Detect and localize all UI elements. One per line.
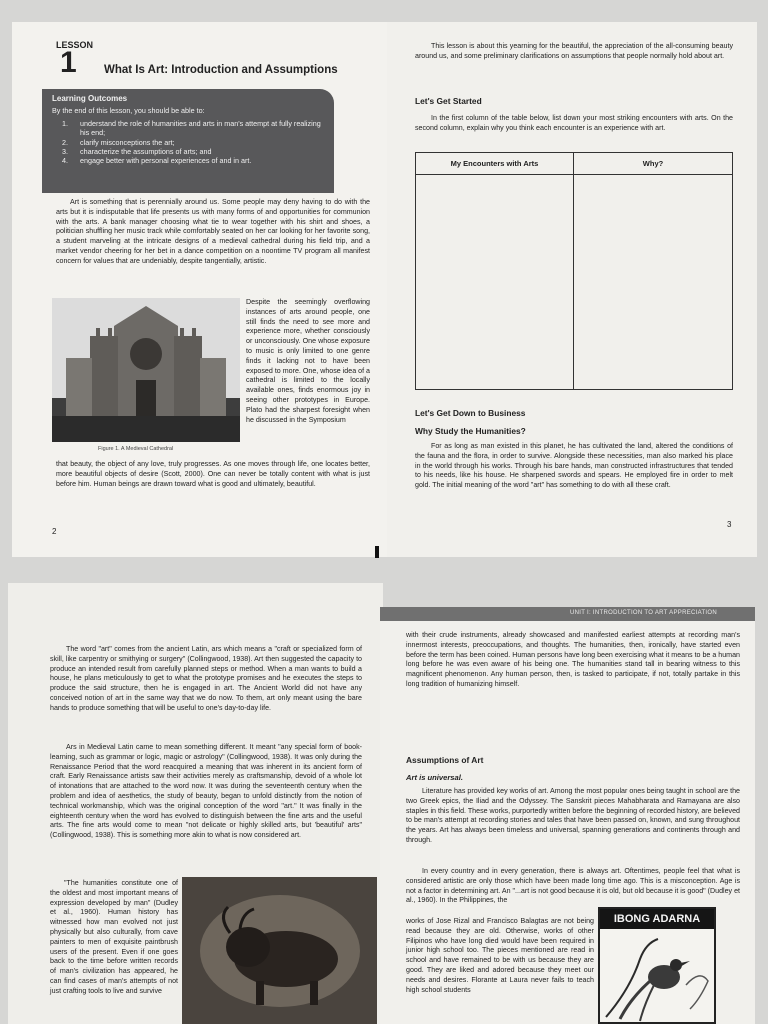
outcomes-list [52, 119, 324, 166]
bird-illustration [600, 929, 714, 1022]
cave-painting-image [182, 877, 377, 1024]
page-4 [8, 583, 383, 1024]
outcome-item: 2. clarify misconceptions the art; [62, 137, 175, 147]
table-cell-why[interactable] [574, 175, 732, 389]
encounters-table [415, 152, 733, 390]
paragraph-despite: Despite the seemingly overflowing instances of arts around people, one still finds the need to see more and experience more, whether consciously or unconsciously. One whose exposure to music is only limited to one genre finds it lacking not to have been exposed to more. One, whose idea of a cathedral is limited to the locally available ones, finds enormous joy in seeing other prototypes in Europe. Plato had the sharpest foresight when he discussed in the Symposium [246, 298, 370, 424]
outcome-item: 4. engage better with personal experiences of and in art. [62, 156, 252, 166]
unit-header: UNIT I: INTRODUCTION TO ART APPRECIATION [380, 607, 755, 621]
outcome-item: 3. characterize the assumptions of arts; and [62, 147, 212, 157]
paragraph-crude-instruments: with their crude instruments, already showcased and manifested earliest attempts at recording man's innermost interests, preoccupations, and thoughts. The humanities, then, ironically, have started even before the term has been coined. Human persons have long been exercising what it means to be a human long before he was even aware of his being one. The humanities stand tall in bearing witness to this magnificent phenomenon. Any human person, then, is tasked to participate, if not, totally partake in this long tradition of humanizing himself. [406, 631, 740, 688]
page-number: 3 [727, 520, 732, 529]
table-cell-encounters[interactable] [416, 175, 574, 389]
cave-painting-illustration [182, 877, 377, 1024]
paragraph-started: In the first column of the table below, list down your most striking encounters with arts. On the second column, explain why you think each encounter is an experience with art. [415, 114, 733, 132]
lesson-number: 1 [60, 46, 77, 79]
paragraph-why-study: For as long as man existed in this planet, he has cultivated the land, altered the conditions of the fauna and the flora, in order to survive. Alongside these necessities, man also marked his place in the world through his works. Through his bare hands, man constructed infrastructures that tended to his needs, like his house. He sharpened swords and spears. He employed fire in order to melt gold. The initial meaning of the word "art" has something to do with all these craft. [415, 442, 733, 490]
paragraph-lesson-intro: This lesson is about this yearning for the beautiful, the appreciation of the all-consuming beauty around us, and some preliminary clarifications on assumptions that people normally hold about art. [415, 42, 733, 60]
paragraph-intro: Art is something that is perennially around us. Some people may deny having to do with the arts but it is indisputable that life presents us with many forms of and opportunities for communion with the arts. A bank manager choosing what tie to wear together with his shirt and shoes, a politician shuffling her music track while comfortably seated on her car looking for her favorite song, a student marveling at the intricate designs of a medieval cathedral during his field trip, and a market vendor cheering for her bet in a dance competition on a noontime TV program all manifest concern for values that are undeniably, despite tangentially, artistic. [56, 198, 370, 265]
paragraph-literature: Literature has provided key works of art. Among the most popular ones being taught in school are the two Greek epics, the Iliad and the Odyssey. The Sanskrit pieces Mahabharata and Ramayana are also staples in this field. These works, purportedly written before the beginning of recorded history, are believed to be man's attempt at recording stories and tales that have been passed on, known, and sung throughout the years. Art has always been timeless and universal, spanning generations and continents through and through. [406, 787, 740, 844]
lesson-label: LESSON [56, 40, 94, 50]
heading-lets-get-started: Let's Get Started [415, 96, 482, 106]
ibong-adarna-cover [598, 907, 716, 1024]
table-header-why: Why? [574, 153, 732, 175]
outcomes-intro: By the end of this lesson, you should be able to: [52, 106, 205, 116]
paragraph-rizal-balagtas: works of Jose Rizal and Francisco Balagtas are not being read because they are old. Otherwise, works of other Filipinos who have long died would have been required in junior high school too. The pieces mentioned are read in school and have remained to be with us because they are good. They are liked and adored because they meet our needs and desires. Florante at Laura never fails to teach high school students [406, 917, 594, 994]
page-5 [380, 607, 755, 1024]
paragraph-humanities-quote: "The humanities constitute one of the oldest and most important means of expression developed by man" (Dudley et al., 1960). Human history has witnessed how man evolved not just physically but also culturally, from cave painters to men of exquisite paintbrush users of the present. Even if one goes back to the time before written records of man's civilization has appeared, he can find cases of man's attempts of not just crafting tools to live and survive [50, 879, 178, 995]
outcomes-heading: Learning Outcomes [52, 94, 128, 103]
learning-outcomes-box [42, 89, 334, 193]
table-header-encounters: My Encounters with Arts [416, 153, 574, 175]
book-title: IBONG ADARNA [600, 909, 714, 929]
gutter-mark [375, 546, 379, 558]
paragraph-medieval-ars: Ars in Medieval Latin came to mean something different. It meant "any special form of book-learning, such as grammar or logic, magic or astrology" (Collingwood, 1938). It was only during the Renaissance Period that the word reacquired a meaning that was inherent in its ancient form of craft. Early Renaissance artists saw their activities merely as craftsmanship, devoid of a whole lot of intonations that are attached to the word now. It was during the seventeenth century when the problem and idea of aesthetics, the study of beauty, began to unfold distinctly from the notion of technical workmanship, which was the original conception of the word "art." It was finally in the eighteenth century when the word has evolved to distinguish between the fine arts and the useful arts. The fine arts would come to mean "not delicate or highly skilled arts, but 'beautiful' arts" (Collingwood, 1938). This is something more akin to what is now considered art. [50, 743, 362, 840]
cathedral-illustration [52, 298, 240, 442]
paragraph-every-country: In every country and in every generation, there is always art. Oftentimes, people feel that what is considered artistic are only those which have been made long time ago. This is a misconception. Age is not a factor in determining art. An "...art is not good because it is old, but old because it is good" (Dudley et al., 1960). In the Philippines, the [406, 867, 740, 905]
lesson-title: What Is Art: Introduction and Assumptions [104, 64, 338, 76]
cathedral-image [52, 298, 240, 442]
page-3 [387, 22, 757, 557]
heading-down-to-business: Let's Get Down to Business [415, 408, 526, 418]
paragraph-beauty: that beauty, the object of any love, truly progresses. As one moves through life, one locates better, more beautiful objects of desire (Scott, 2000). One can never be totally content with what is just before him. Human beings are drawn toward what is good and ultimately, beautiful. [56, 460, 370, 488]
page-2 [12, 22, 387, 557]
paragraph-ars: The word "art" comes from the ancient Latin, ars which means a "craft or specialized form of skill, like carpentry or smithying or surgery" (Collingwood, 1938). Art then suggested the capacity to produce an intended result from carefully planned steps or method. When a man wants to build a house, he plans meticulously to get to what the prototype promises and he executes the steps to produce the said structure, then he is engaged in art. The Ancient World did not have any conceived notion of art in the same way that we do now. To them, art only meant using the bare hands to produce something that will be useful to one's day-to-day life. [50, 645, 362, 712]
figure-caption: Figure 1. A Medieval Cathedral [98, 446, 174, 452]
heading-why-study-humanities: Why Study the Humanities? [415, 426, 526, 436]
heading-assumptions-of-art: Assumptions of Art [406, 755, 484, 765]
outcome-item: 1. understand the role of humanities and arts in man's attempt at fully realizing his end; [62, 118, 321, 138]
heading-art-is-universal: Art is universal. [406, 773, 463, 782]
page-number: 2 [52, 527, 57, 536]
